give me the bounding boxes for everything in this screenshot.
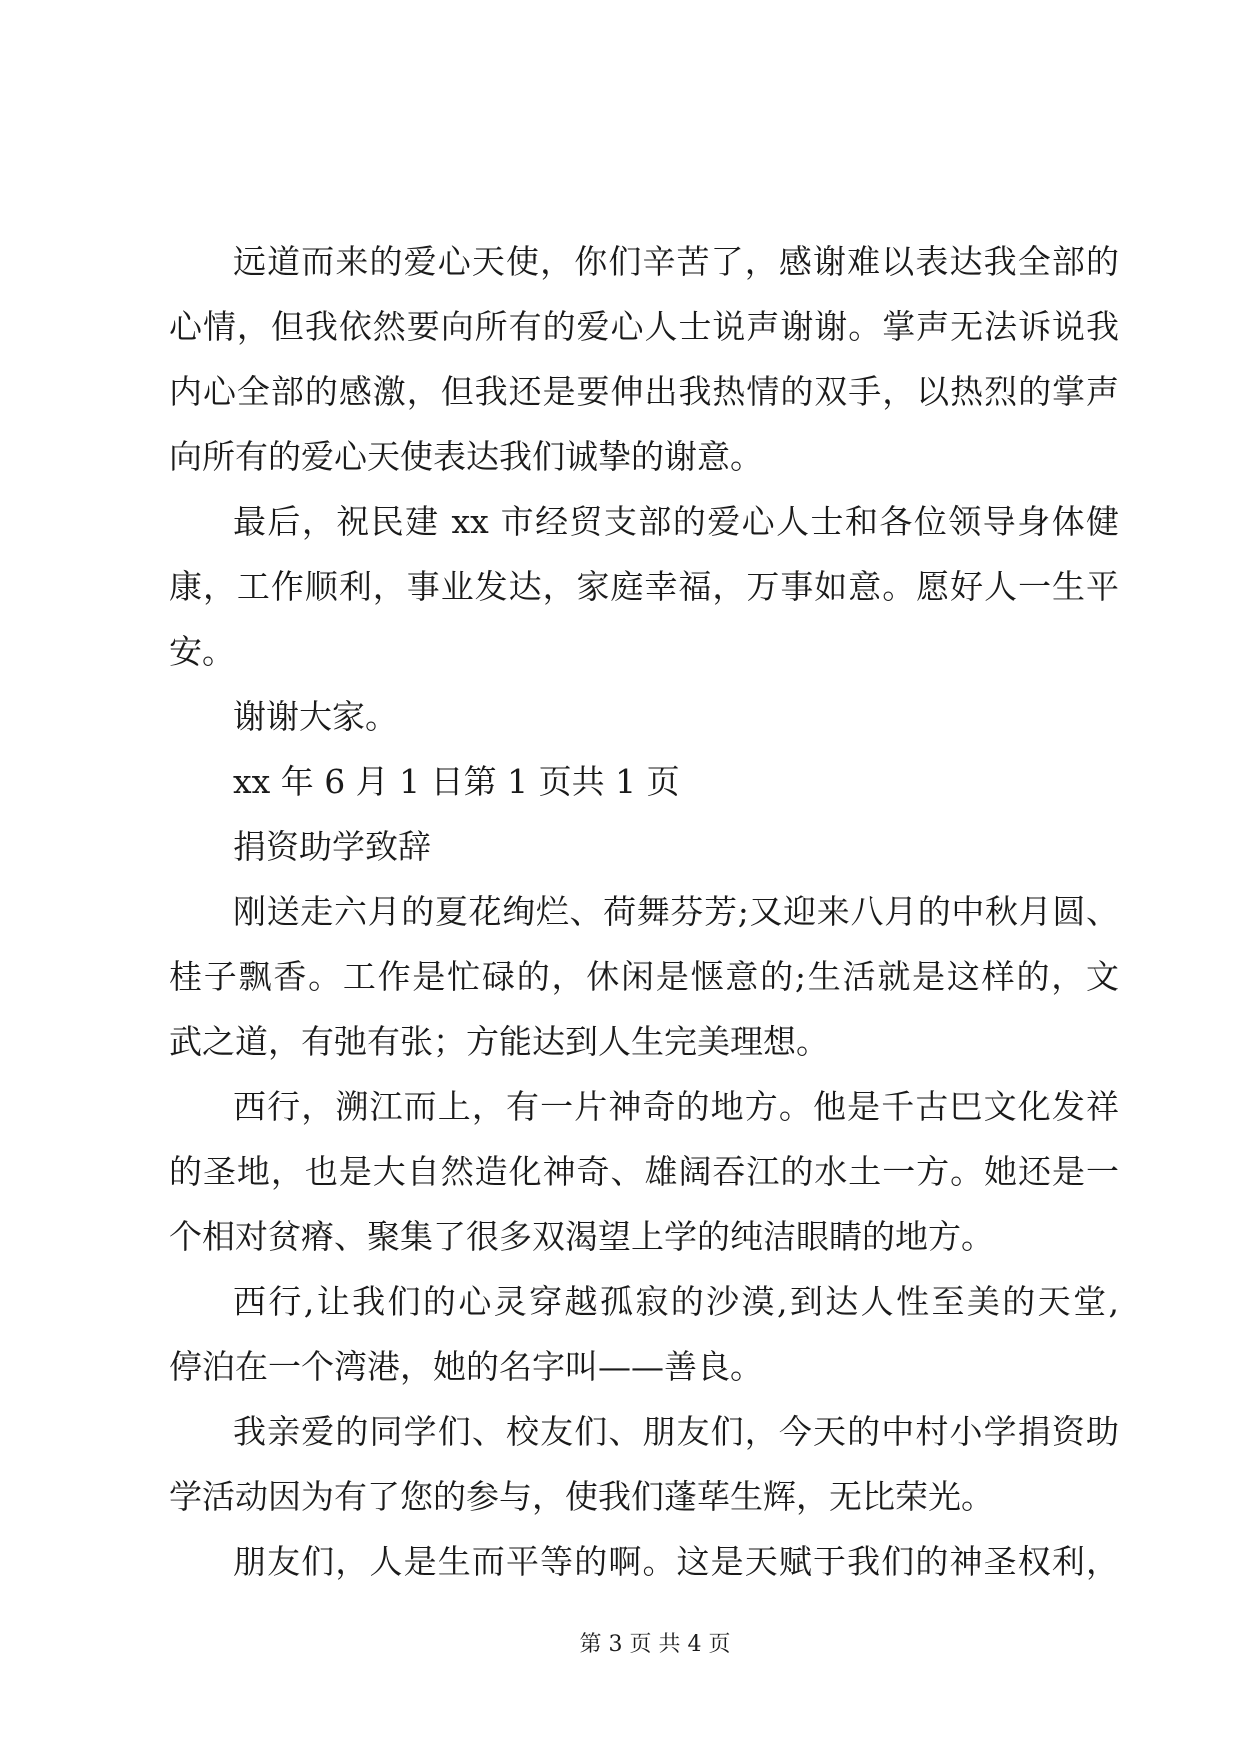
- paragraph-line: 最后，祝民建 xx 市经贸支部的爱心人士和各位领导身体健: [233, 502, 1119, 541]
- paragraph: [169, 1074, 1119, 1269]
- document-body: [169, 229, 1119, 1594]
- paragraph-line: 的圣地，也是大自然造化神奇、雄阔吞江的水土一方。她还是一: [169, 1152, 1119, 1191]
- paragraph-line: 内心全部的感激，但我还是要伸出我热情的双手，以热烈的掌声: [169, 372, 1119, 411]
- paragraph: [169, 749, 1119, 814]
- paragraph-line: 西行,让我们的心灵穿越孤寂的沙漠,到达人性至美的天堂,: [233, 1282, 1119, 1321]
- paragraph-line: 西行，溯江而上，有一片神奇的地方。他是千古巴文化发祥: [233, 1087, 1119, 1126]
- paragraph-line: 谢谢大家。: [233, 697, 398, 736]
- paragraph: [169, 1269, 1119, 1399]
- paragraph-line: 朋友们，人是生而平等的啊。这是天赋于我们的神圣权利，: [233, 1542, 1119, 1581]
- paragraph-line: 桂子飘香。工作是忙碌的，休闲是惬意的;生活就是这样的，文: [169, 957, 1119, 996]
- section-title: [169, 814, 1119, 879]
- page-footer: 第 3 页 共 4 页: [579, 1632, 731, 1657]
- paragraph-line: 刚送走六月的夏花绚烂、荷舞芬芳;又迎来八月的中秋月圆、: [233, 892, 1119, 931]
- paragraph: [169, 684, 1119, 749]
- paragraph: [169, 229, 1119, 489]
- paragraph-line: 向所有的爱心天使表达我们诚挚的谢意。: [169, 437, 763, 476]
- paragraph: [169, 1399, 1119, 1529]
- paragraph-line: 停泊在一个湾港，她的名字叫——善良。: [169, 1347, 763, 1386]
- paragraph-line: 康，工作顺利，事业发达，家庭幸福，万事如意。愿好人一生平: [169, 567, 1119, 606]
- paragraph-line: 武之道，有弛有张；方能达到人生完美理想。: [169, 1022, 829, 1061]
- paragraph-line: xx 年 6 月 1 日第 1 页共 1 页: [233, 762, 680, 801]
- paragraph-line: 我亲爱的同学们、校友们、朋友们，今天的中村小学捐资助: [233, 1412, 1119, 1451]
- paragraph-line: 远道而来的爱心天使，你们辛苦了，感谢难以表达我全部的: [233, 242, 1119, 281]
- paragraph-line: 个相对贫瘠、聚集了很多双渴望上学的纯洁眼睛的地方。: [169, 1217, 994, 1256]
- paragraph-line: 心情，但我依然要向所有的爱心人士说声谢谢。掌声无法诉说我: [169, 307, 1119, 346]
- paragraph: [169, 1529, 1119, 1594]
- paragraph: [169, 489, 1119, 684]
- paragraph: [169, 879, 1119, 1074]
- paragraph-line: 学活动因为有了您的参与，使我们蓬荜生辉，无比荣光。: [169, 1477, 994, 1516]
- paragraph-line: 捐资助学致辞: [233, 827, 431, 866]
- paragraph-line: 安。: [169, 632, 235, 671]
